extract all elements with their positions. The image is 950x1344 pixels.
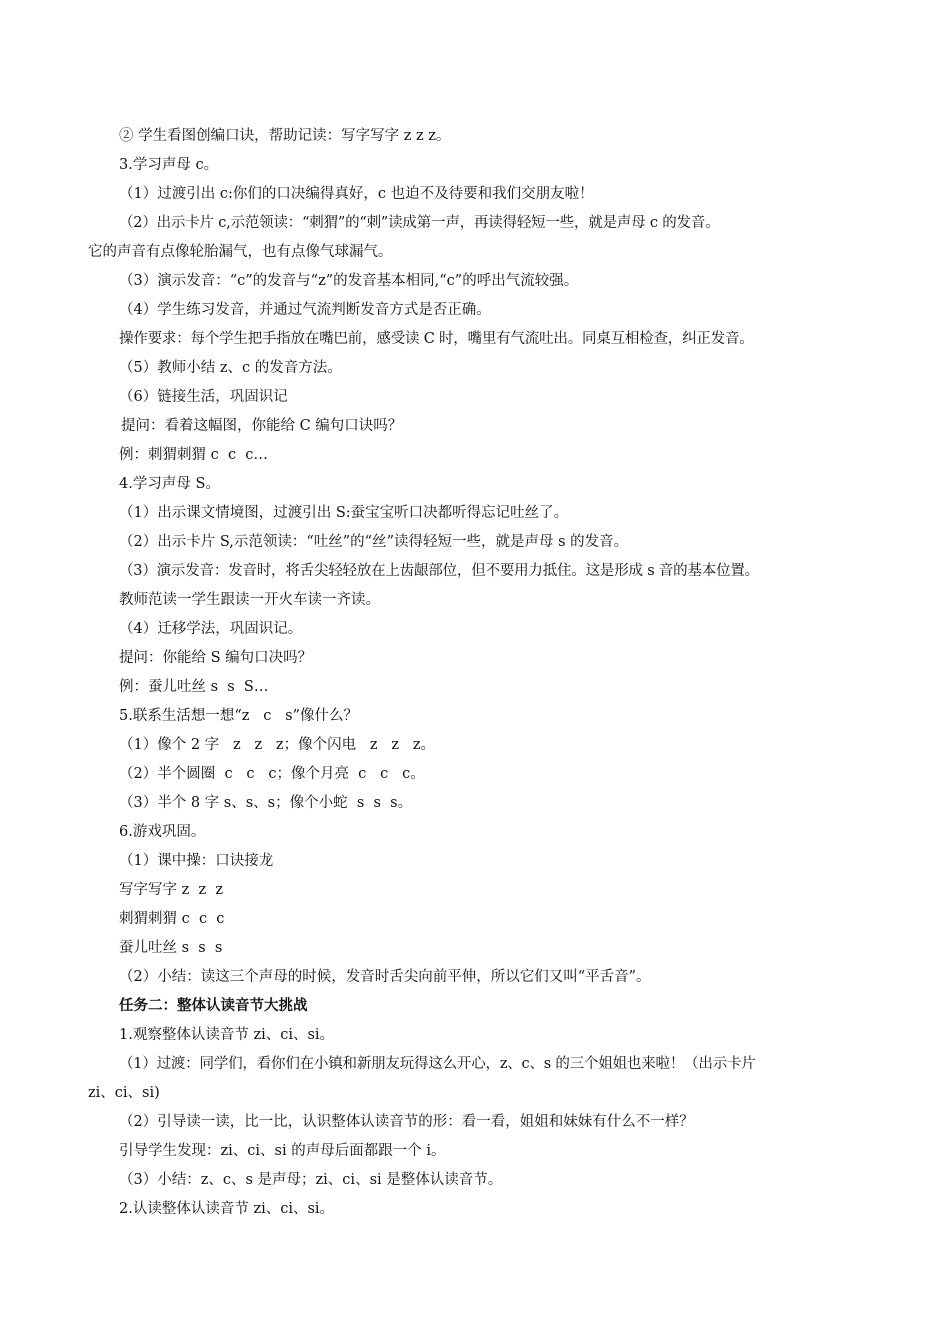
- text-line: 5.联系生活想一想“z c s”像什么？: [119, 708, 359, 724]
- text-line: （2）半个圆圈 c c c；像个月亮 c c c。: [119, 766, 425, 782]
- text-line: 蚕儿吐丝 s s s: [119, 940, 223, 956]
- text-line: 刺猬刺猬 c c c: [119, 911, 225, 927]
- text-line: （3）小结：z、c、s 是声母；zi、ci、si 是整体认读音节。: [119, 1172, 503, 1188]
- text-line: （4）迁移学法，巩固识记。: [119, 621, 303, 637]
- text-line: 写字写字 z z z: [119, 882, 223, 898]
- text-line: zi、ci、si): [88, 1085, 160, 1101]
- text-line: 6.游戏巩固。: [119, 824, 206, 840]
- text-line: ② 学生看图创编口诀，帮助记读：写字写字 z z z。: [119, 128, 451, 144]
- text-line: （3）半个 8 字 s、s、s；像个小蛇 s s s。: [119, 795, 413, 811]
- text-line: 1.观察整体认读音节 zi、ci、si。: [119, 1027, 335, 1043]
- text-line: 引导学生发现：zi、ci、si 的声母后面都跟一个 i。: [119, 1143, 446, 1159]
- document-body: [0, 122, 950, 1224]
- text-line: 教师范读一学生跟读一开火车读一齐读。: [119, 592, 380, 608]
- text-line: （1）过渡：同学们，看你们在小镇和新朋友玩得这么开心，z、c、s 的三个姐姐也来啦！（出示卡片: [119, 1056, 756, 1072]
- text-line: 它的声音有点像轮胎漏气，也有点像气球漏气。: [88, 244, 393, 260]
- text-line: （2）出示卡片 c,示范领读：“刺猬”的“刺”读成第一声，再读得轻短一些，就是声母 c 的发音。: [119, 215, 720, 231]
- text-line: （1）课中操：口诀接龙: [119, 853, 274, 869]
- text-line: （2）引导读一读，比一比，认识整体认读音节的形：看一看，姐姐和妹妹有什么不一样？: [119, 1114, 694, 1130]
- text-line: 例：刺猬刺猬 c c c…: [119, 447, 268, 463]
- text-line: （2）出示卡片 S,示范领读：“吐丝”的“丝”读得轻短一些，就是声母 s 的发音。: [119, 534, 629, 550]
- text-line: （1）出示课文情境图，过渡引出 S:蚕宝宝听口决都听得忘记吐丝了。: [119, 505, 569, 521]
- text-line: （5）教师小结 z、c 的发音方法。: [119, 360, 342, 376]
- text-line: 提问：看着这幅图，你能给 C 编句口诀吗？: [121, 418, 403, 434]
- text-line: （3）演示发音：“c”的发音与“z”的发音基本相同,“c”的呼出气流较强。: [119, 273, 579, 289]
- text-line: （6）链接生活，巩固识记: [119, 389, 288, 405]
- text-line: 提问：你能给 S 编句口决吗？: [119, 650, 313, 666]
- text-line: 2.认读整体认读音节 zi、ci、si。: [119, 1201, 335, 1217]
- text-line: （1）像个 2 字 z z z；像个闪电 z z z。: [119, 737, 435, 753]
- text-line: （1）过渡引出 c:你们的口决编得真好，c 也迫不及待要和我们交朋友啦！: [119, 186, 594, 202]
- text-line: 3.学习声母 c。: [119, 157, 219, 173]
- text-line: （4）学生练习发音，并通过气流判断发音方式是否正确。: [119, 302, 491, 318]
- text-line: （2）小结：读这三个声母的时候，发音时舌尖向前平伸，所以它们又叫“平舌音”。: [119, 969, 651, 985]
- section-heading: 任务二：整体认读音节大挑战: [119, 998, 308, 1014]
- text-line: 操作要求：每个学生把手指放在嘴巴前，感受读 C 时，嘴里有气流吐出。同桌互相检查，纠正发音。: [119, 331, 754, 347]
- text-line: 4.学习声母 S。: [119, 476, 220, 492]
- text-line: 例：蚕儿吐丝 s s S…: [119, 679, 269, 695]
- text-line: （3）演示发音：发音时，将舌尖轻轻放在上齿龈部位，但不要用力抵住。这是形成 s 音的基本位置。: [119, 563, 759, 579]
